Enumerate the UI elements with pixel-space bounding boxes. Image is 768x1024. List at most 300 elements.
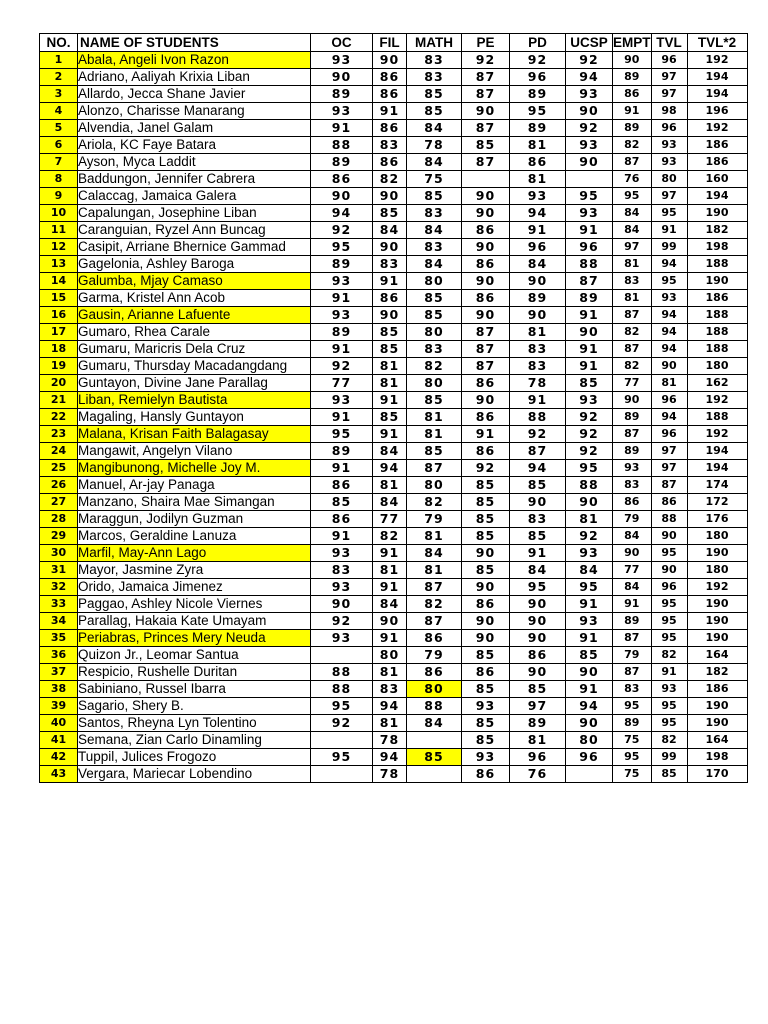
table-row (40, 307, 748, 324)
cell-no: 23 (40, 426, 78, 443)
cell-tvl2: 188 (687, 324, 747, 341)
cell-pd: 89 (510, 290, 566, 307)
cell-tvl: 97 (651, 443, 687, 460)
cell-empt: 90 (613, 52, 652, 69)
cell-empt: 87 (613, 664, 652, 681)
cell-tvl: 82 (651, 732, 687, 749)
table-row (40, 256, 748, 273)
cell-student-name: Garma, Kristel Ann Acob (78, 290, 311, 307)
table-row (40, 579, 748, 596)
cell-fil: 90 (373, 239, 407, 256)
cell-ucsp: 91 (566, 358, 613, 375)
table-row (40, 103, 748, 120)
cell-student-name: Tuppil, Julices Frogozo (78, 749, 311, 766)
cell-math: 85 (407, 103, 462, 120)
cell-tvl: 90 (651, 562, 687, 579)
cell-fil: 91 (373, 392, 407, 409)
cell-no: 11 (40, 222, 78, 239)
cell-tvl: 96 (651, 120, 687, 137)
cell-student-name: Allardo, Jecca Shane Javier (78, 86, 311, 103)
cell-tvl: 91 (651, 222, 687, 239)
cell-pe: 85 (462, 715, 510, 732)
cell-empt: 87 (613, 307, 652, 324)
cell-tvl: 93 (651, 681, 687, 698)
cell-pe: 87 (462, 69, 510, 86)
cell-tvl2: 192 (687, 392, 747, 409)
cell-pd: 85 (510, 477, 566, 494)
cell-pe: 85 (462, 137, 510, 154)
cell-empt: 91 (613, 596, 652, 613)
cell-ucsp: 94 (566, 698, 613, 715)
cell-fil: 86 (373, 290, 407, 307)
cell-fil: 91 (373, 273, 407, 290)
cell-no: 10 (40, 205, 78, 222)
header-oc: OC (311, 34, 373, 52)
cell-math: 87 (407, 579, 462, 596)
cell-tvl2: 194 (687, 460, 747, 477)
cell-empt: 95 (613, 188, 652, 205)
cell-no: 7 (40, 154, 78, 171)
cell-pe: 90 (462, 103, 510, 120)
cell-pe: 85 (462, 732, 510, 749)
table-row (40, 52, 748, 69)
cell-tvl2: 190 (687, 613, 747, 630)
cell-fil: 82 (373, 528, 407, 545)
cell-tvl: 96 (651, 392, 687, 409)
cell-no: 8 (40, 171, 78, 188)
cell-pd: 76 (510, 766, 566, 783)
cell-fil: 83 (373, 681, 407, 698)
cell-oc (311, 766, 373, 783)
cell-tvl: 82 (651, 647, 687, 664)
cell-empt: 75 (613, 732, 652, 749)
table-row (40, 154, 748, 171)
table-row (40, 630, 748, 647)
cell-empt: 79 (613, 647, 652, 664)
cell-student-name: Periabras, Princes Mery Neuda (78, 630, 311, 647)
cell-empt: 87 (613, 630, 652, 647)
cell-no: 31 (40, 562, 78, 579)
cell-ucsp: 93 (566, 137, 613, 154)
table-row (40, 324, 748, 341)
cell-ucsp: 91 (566, 341, 613, 358)
cell-empt: 82 (613, 137, 652, 154)
cell-pd: 95 (510, 579, 566, 596)
cell-ucsp: 95 (566, 460, 613, 477)
cell-oc: 94 (311, 205, 373, 222)
cell-tvl: 95 (651, 273, 687, 290)
cell-empt: 89 (613, 715, 652, 732)
table-row (40, 222, 748, 239)
cell-student-name: Alonzo, Charisse Manarang (78, 103, 311, 120)
cell-tvl2: 186 (687, 137, 747, 154)
cell-ucsp: 80 (566, 732, 613, 749)
cell-pe: 86 (462, 664, 510, 681)
cell-fil: 86 (373, 86, 407, 103)
table-row (40, 426, 748, 443)
cell-tvl2: 190 (687, 596, 747, 613)
cell-pe: 93 (462, 698, 510, 715)
cell-no: 37 (40, 664, 78, 681)
cell-oc: 95 (311, 426, 373, 443)
cell-ucsp: 90 (566, 324, 613, 341)
cell-ucsp: 87 (566, 273, 613, 290)
header-empt: EMPT (613, 34, 651, 50)
cell-pd: 96 (510, 749, 566, 766)
cell-empt: 77 (613, 375, 652, 392)
cell-tvl: 93 (651, 154, 687, 171)
cell-math: 78 (407, 137, 462, 154)
cell-fil: 86 (373, 154, 407, 171)
cell-pd: 90 (510, 664, 566, 681)
cell-no: 33 (40, 596, 78, 613)
cell-ucsp: 81 (566, 511, 613, 528)
cell-empt: 90 (613, 545, 652, 562)
cell-oc: 91 (311, 120, 373, 137)
cell-tvl: 96 (651, 579, 687, 596)
cell-math: 84 (407, 545, 462, 562)
table-row (40, 528, 748, 545)
cell-ucsp: 92 (566, 426, 613, 443)
cell-pe: 87 (462, 86, 510, 103)
cell-pe: 85 (462, 647, 510, 664)
cell-oc: 89 (311, 256, 373, 273)
cell-math: 79 (407, 647, 462, 664)
header-pd: PD (510, 34, 566, 52)
cell-student-name: Liban, Remielyn Bautista (78, 392, 311, 409)
cell-math: 81 (407, 409, 462, 426)
cell-student-name: Quizon Jr., Leomar Santua (78, 647, 311, 664)
cell-math: 85 (407, 290, 462, 307)
cell-tvl2: 192 (687, 426, 747, 443)
cell-student-name: Gumaru, Thursday Macadangdang (78, 358, 311, 375)
cell-ucsp: 93 (566, 545, 613, 562)
cell-pd: 87 (510, 443, 566, 460)
cell-no: 39 (40, 698, 78, 715)
cell-math: 82 (407, 358, 462, 375)
cell-oc: 88 (311, 137, 373, 154)
cell-empt: 86 (613, 494, 652, 511)
cell-pd: 86 (510, 154, 566, 171)
cell-fil: 85 (373, 205, 407, 222)
cell-fil: 90 (373, 613, 407, 630)
cell-empt: 87 (613, 154, 652, 171)
cell-ucsp: 91 (566, 596, 613, 613)
cell-student-name: Orido, Jamaica Jimenez (78, 579, 311, 596)
cell-tvl: 95 (651, 596, 687, 613)
header-pe: PE (462, 34, 510, 52)
cell-fil: 81 (373, 375, 407, 392)
table-row (40, 120, 748, 137)
cell-no: 15 (40, 290, 78, 307)
cell-ucsp (566, 171, 613, 188)
cell-tvl: 86 (651, 494, 687, 511)
cell-tvl2: 180 (687, 562, 747, 579)
header-math: MATH (407, 34, 462, 52)
cell-fil: 82 (373, 171, 407, 188)
cell-tvl: 95 (651, 613, 687, 630)
cell-math: 80 (407, 273, 462, 290)
table-row (40, 358, 748, 375)
cell-tvl2: 190 (687, 205, 747, 222)
cell-empt: 87 (613, 426, 652, 443)
cell-ucsp: 90 (566, 715, 613, 732)
cell-ucsp: 92 (566, 443, 613, 460)
cell-math: 80 (407, 375, 462, 392)
cell-student-name: Magaling, Hansly Guntayon (78, 409, 311, 426)
cell-oc: 93 (311, 579, 373, 596)
table-row (40, 511, 748, 528)
cell-pd: 89 (510, 86, 566, 103)
cell-no: 29 (40, 528, 78, 545)
cell-ucsp: 90 (566, 494, 613, 511)
cell-tvl: 98 (651, 103, 687, 120)
table-row (40, 341, 748, 358)
cell-fil: 90 (373, 188, 407, 205)
cell-empt: 84 (613, 205, 652, 222)
cell-pd: 90 (510, 630, 566, 647)
cell-tvl: 97 (651, 188, 687, 205)
cell-empt: 87 (613, 341, 652, 358)
header-fil: FIL (373, 34, 407, 52)
cell-tvl2: 188 (687, 409, 747, 426)
cell-ucsp: 94 (566, 69, 613, 86)
cell-empt: 84 (613, 222, 652, 239)
cell-pe: 90 (462, 613, 510, 630)
cell-tvl: 90 (651, 528, 687, 545)
table-row (40, 69, 748, 86)
cell-oc: 93 (311, 103, 373, 120)
cell-tvl2: 164 (687, 647, 747, 664)
table-row (40, 290, 748, 307)
cell-tvl: 96 (651, 52, 687, 69)
table-row (40, 86, 748, 103)
cell-tvl2: 192 (687, 120, 747, 137)
cell-pd: 91 (510, 222, 566, 239)
cell-tvl: 85 (651, 766, 687, 783)
cell-no: 1 (40, 52, 78, 69)
cell-pe: 86 (462, 443, 510, 460)
cell-pe: 92 (462, 52, 510, 69)
cell-math (407, 732, 462, 749)
cell-pe: 87 (462, 358, 510, 375)
cell-no: 2 (40, 69, 78, 86)
cell-tvl: 99 (651, 749, 687, 766)
cell-ucsp: 91 (566, 222, 613, 239)
table-row (40, 205, 748, 222)
cell-no: 17 (40, 324, 78, 341)
cell-pe: 90 (462, 392, 510, 409)
cell-tvl2: 194 (687, 69, 747, 86)
cell-fil: 94 (373, 460, 407, 477)
cell-pd: 81 (510, 324, 566, 341)
cell-tvl2: 170 (687, 766, 747, 783)
cell-oc: 93 (311, 545, 373, 562)
table-row (40, 562, 748, 579)
cell-math: 85 (407, 443, 462, 460)
cell-tvl2: 188 (687, 307, 747, 324)
cell-ucsp: 89 (566, 290, 613, 307)
cell-pd: 91 (510, 545, 566, 562)
cell-no: 35 (40, 630, 78, 647)
cell-tvl2: 198 (687, 749, 747, 766)
cell-no: 30 (40, 545, 78, 562)
cell-student-name: Malana, Krisan Faith Balagasay (78, 426, 311, 443)
cell-no: 43 (40, 766, 78, 783)
cell-math: 84 (407, 154, 462, 171)
table-row (40, 188, 748, 205)
table-row (40, 681, 748, 698)
cell-fil: 81 (373, 664, 407, 681)
cell-empt: 89 (613, 409, 652, 426)
cell-tvl2: 182 (687, 664, 747, 681)
cell-no: 6 (40, 137, 78, 154)
cell-student-name: Galumba, Mjay Camaso (78, 273, 311, 290)
table-row (40, 596, 748, 613)
cell-tvl: 90 (651, 358, 687, 375)
cell-student-name: Calaccag, Jamaica Galera (78, 188, 311, 205)
cell-empt: 82 (613, 358, 652, 375)
cell-tvl2: 194 (687, 443, 747, 460)
cell-pd: 90 (510, 613, 566, 630)
cell-no: 40 (40, 715, 78, 732)
cell-student-name: Paggao, Ashley Nicole Viernes (78, 596, 311, 613)
cell-empt: 84 (613, 528, 652, 545)
cell-oc: 88 (311, 681, 373, 698)
cell-tvl: 94 (651, 341, 687, 358)
cell-tvl: 93 (651, 137, 687, 154)
cell-student-name: Sagario, Shery B. (78, 698, 311, 715)
cell-empt: 84 (613, 579, 652, 596)
cell-no: 13 (40, 256, 78, 273)
cell-tvl2: 188 (687, 256, 747, 273)
cell-math: 83 (407, 239, 462, 256)
cell-pe: 86 (462, 409, 510, 426)
cell-no: 5 (40, 120, 78, 137)
cell-math: 86 (407, 630, 462, 647)
header-no: NO. (40, 34, 78, 52)
cell-no: 42 (40, 749, 78, 766)
cell-tvl: 95 (651, 630, 687, 647)
cell-pd: 84 (510, 562, 566, 579)
cell-tvl: 93 (651, 290, 687, 307)
cell-math: 88 (407, 698, 462, 715)
cell-no: 20 (40, 375, 78, 392)
cell-tvl2: 192 (687, 52, 747, 69)
cell-ucsp: 91 (566, 681, 613, 698)
cell-fil: 84 (373, 222, 407, 239)
cell-no: 36 (40, 647, 78, 664)
cell-tvl: 95 (651, 698, 687, 715)
cell-math: 81 (407, 426, 462, 443)
cell-tvl: 94 (651, 307, 687, 324)
cell-oc: 77 (311, 375, 373, 392)
cell-ucsp: 93 (566, 613, 613, 630)
cell-empt: 77 (613, 562, 652, 579)
cell-fil: 90 (373, 52, 407, 69)
cell-empt: 82 (613, 324, 652, 341)
cell-tvl2: 160 (687, 171, 747, 188)
cell-fil: 94 (373, 698, 407, 715)
cell-pe: 86 (462, 222, 510, 239)
cell-no: 21 (40, 392, 78, 409)
cell-pe (462, 171, 510, 188)
table-row (40, 171, 748, 188)
cell-oc: 92 (311, 358, 373, 375)
cell-oc: 90 (311, 596, 373, 613)
cell-tvl2: 190 (687, 273, 747, 290)
cell-pe: 87 (462, 154, 510, 171)
cell-no: 28 (40, 511, 78, 528)
cell-student-name: Alvendia, Janel Galam (78, 120, 311, 137)
cell-pd: 96 (510, 239, 566, 256)
cell-no: 9 (40, 188, 78, 205)
cell-oc: 89 (311, 324, 373, 341)
cell-math: 82 (407, 596, 462, 613)
cell-ucsp: 96 (566, 749, 613, 766)
cell-pd: 90 (510, 273, 566, 290)
table-row (40, 375, 748, 392)
cell-fil: 83 (373, 137, 407, 154)
cell-math: 85 (407, 392, 462, 409)
cell-math: 84 (407, 256, 462, 273)
cell-pd: 85 (510, 681, 566, 698)
cell-empt: 89 (613, 69, 652, 86)
cell-tvl: 94 (651, 324, 687, 341)
table-row (40, 460, 748, 477)
cell-pe: 90 (462, 188, 510, 205)
cell-ucsp: 90 (566, 103, 613, 120)
cell-oc: 93 (311, 392, 373, 409)
cell-tvl2: 190 (687, 545, 747, 562)
cell-student-name: Marfil, May-Ann Lago (78, 545, 311, 562)
cell-pe: 93 (462, 749, 510, 766)
table-row (40, 613, 748, 630)
cell-math: 82 (407, 494, 462, 511)
cell-pd: 84 (510, 256, 566, 273)
cell-pe: 85 (462, 528, 510, 545)
cell-student-name: Mangibunong, Michelle Joy M. (78, 460, 311, 477)
cell-no: 19 (40, 358, 78, 375)
cell-pe: 90 (462, 630, 510, 647)
header-row (40, 34, 748, 52)
cell-math: 83 (407, 52, 462, 69)
cell-oc: 83 (311, 562, 373, 579)
cell-empt: 81 (613, 256, 652, 273)
cell-math: 85 (407, 307, 462, 324)
cell-student-name: Adriano, Aaliyah Krixia Liban (78, 69, 311, 86)
cell-empt: 90 (613, 392, 652, 409)
cell-pd: 88 (510, 409, 566, 426)
cell-student-name: Capalungan, Josephine Liban (78, 205, 311, 222)
cell-oc: 92 (311, 715, 373, 732)
cell-fil: 81 (373, 562, 407, 579)
grades-table (39, 33, 748, 783)
cell-pe: 85 (462, 681, 510, 698)
cell-oc: 95 (311, 239, 373, 256)
cell-tvl2: 174 (687, 477, 747, 494)
cell-student-name: Ariola, KC Faye Batara (78, 137, 311, 154)
table-row (40, 409, 748, 426)
cell-oc: 92 (311, 613, 373, 630)
cell-fil: 86 (373, 120, 407, 137)
cell-tvl2: 186 (687, 290, 747, 307)
cell-pe: 85 (462, 494, 510, 511)
cell-pe: 85 (462, 511, 510, 528)
cell-pd: 90 (510, 307, 566, 324)
table-row (40, 273, 748, 290)
cell-tvl2: 180 (687, 528, 747, 545)
